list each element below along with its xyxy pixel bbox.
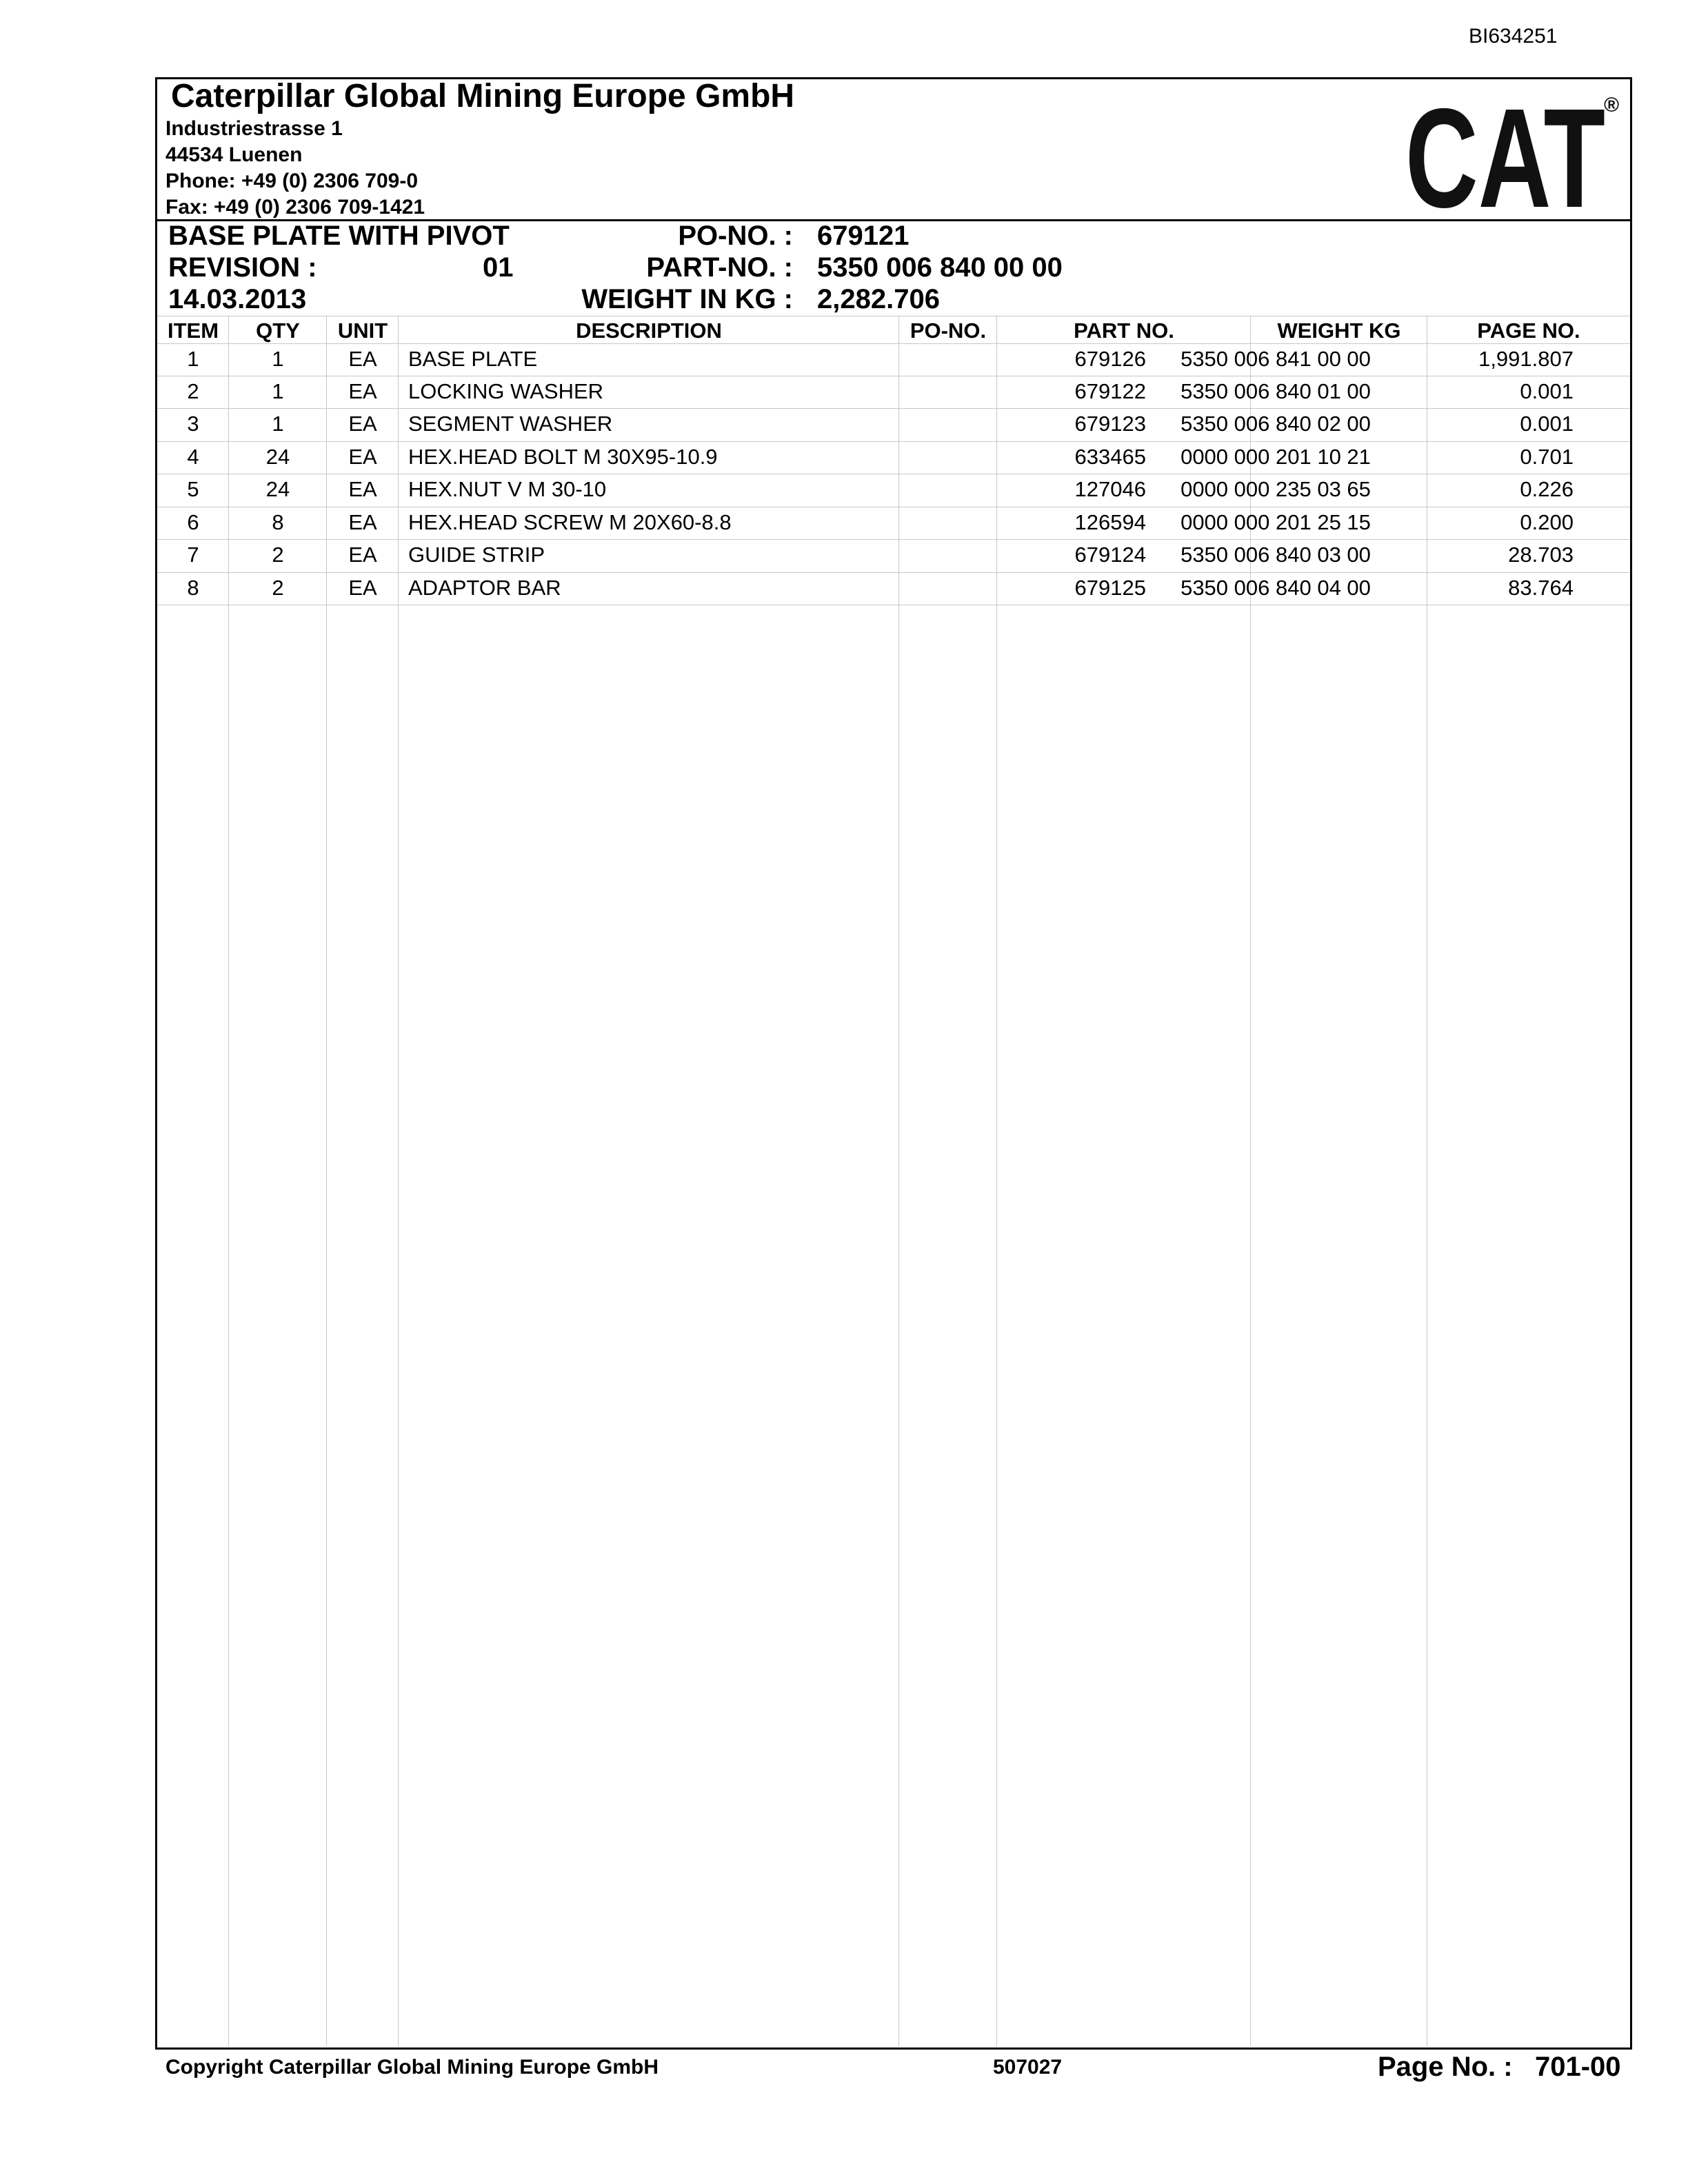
cat-logo-text: CAT	[1405, 88, 1605, 212]
cell-unit: EA	[348, 379, 377, 403]
cell-po: 679123	[1074, 412, 1146, 436]
cell-qty: 2	[272, 543, 284, 567]
col-header-weight: WEIGHT KG	[1277, 318, 1401, 343]
cell-weight: 0.001	[1520, 379, 1574, 403]
table-row	[157, 376, 1630, 409]
cell-item: 4	[187, 445, 199, 469]
cat-logo	[1400, 88, 1620, 212]
cell-description: SEGMENT WASHER	[408, 412, 613, 436]
cell-po: 679125	[1074, 576, 1146, 600]
cell-item: 6	[187, 510, 199, 534]
company-name: Caterpillar Global Mining Europe GmbH	[171, 78, 795, 114]
cell-weight: 0.001	[1520, 412, 1574, 436]
col-header-part: PART NO.	[1074, 318, 1174, 343]
cell-unit: EA	[348, 445, 377, 469]
col-header-page: PAGE NO.	[1477, 318, 1580, 343]
document-date: 14.03.2013	[168, 284, 307, 314]
revision-label: REVISION :	[168, 252, 317, 283]
cell-weight: 83.764	[1508, 576, 1574, 600]
cell-part: 5350 006 840 03 00	[1180, 543, 1371, 567]
weight-value: 2,282.706	[817, 284, 940, 314]
col-header-unit: UNIT	[337, 318, 388, 343]
cell-weight: 28.703	[1508, 543, 1574, 567]
cell-unit: EA	[348, 543, 377, 567]
cell-part: 5350 006 840 04 00	[1180, 576, 1371, 600]
cell-description: GUIDE STRIP	[408, 543, 545, 567]
company-city: 44534 Luenen	[165, 143, 303, 166]
registered-mark: ®	[1604, 94, 1620, 117]
cell-po: 127046	[1074, 477, 1146, 501]
col-header-description: DESCRIPTION	[576, 318, 722, 343]
cell-description: HEX.NUT V M 30-10	[408, 477, 607, 501]
weight-label: WEIGHT IN KG :	[581, 284, 793, 314]
cell-description: HEX.HEAD BOLT M 30X95-10.9	[408, 445, 718, 469]
col-header-qty: QTY	[256, 318, 300, 343]
cell-part: 5350 006 840 02 00	[1180, 412, 1371, 436]
part-label: PART-NO. :	[646, 252, 793, 283]
cell-qty: 24	[265, 445, 290, 469]
cell-item: 1	[187, 347, 199, 371]
cell-po: 679122	[1074, 379, 1146, 403]
cell-po: 679124	[1074, 543, 1146, 567]
table-row	[157, 409, 1630, 441]
cell-weight: 1,991.807	[1478, 347, 1574, 371]
cell-item: 7	[187, 543, 199, 567]
cell-qty: 1	[272, 379, 284, 403]
cell-qty: 1	[272, 412, 284, 436]
cell-weight: 0.701	[1520, 445, 1574, 469]
company-fax: Fax: +49 (0) 2306 709-1421	[165, 196, 425, 219]
col-header-item: ITEM	[167, 318, 219, 343]
cell-item: 8	[187, 576, 199, 600]
cell-item: 3	[187, 412, 199, 436]
cell-qty: 8	[272, 510, 284, 534]
cell-weight: 0.200	[1520, 510, 1574, 534]
cell-unit: EA	[348, 510, 377, 534]
po-label: PO-NO. :	[678, 221, 793, 251]
page-number-value: 701-00	[1535, 2052, 1621, 2082]
table-row	[157, 507, 1630, 540]
cell-part: 0000 000 235 03 65	[1180, 477, 1371, 501]
table-row	[157, 344, 1630, 376]
cell-po: 679126	[1074, 347, 1146, 371]
cell-po: 633465	[1074, 445, 1146, 469]
po-value: 679121	[817, 221, 910, 251]
cell-part: 0000 000 201 25 15	[1180, 510, 1371, 534]
table-row	[157, 442, 1630, 474]
cell-description: LOCKING WASHER	[408, 379, 604, 403]
cell-part: 5350 006 840 01 00	[1180, 379, 1371, 403]
revision-value: 01	[483, 252, 514, 283]
cell-description: BASE PLATE	[408, 347, 538, 371]
cell-description: HEX.HEAD SCREW M 20X60-8.8	[408, 510, 732, 534]
document-id: BI634251	[1469, 25, 1558, 48]
footer-code: 507027	[993, 2056, 1063, 2079]
page-number-label: Page No. :	[1378, 2052, 1513, 2082]
assembly-title: BASE PLATE WITH PIVOT	[168, 221, 510, 251]
table-row	[157, 474, 1630, 507]
part-value: 5350 006 840 00 00	[817, 252, 1063, 283]
cell-qty: 2	[272, 576, 284, 600]
table-row	[157, 573, 1630, 605]
cell-po: 126594	[1074, 510, 1146, 534]
company-street: Industriestrasse 1	[165, 117, 343, 140]
cell-unit: EA	[348, 347, 377, 371]
cell-item: 5	[187, 477, 199, 501]
cell-part: 0000 000 201 10 21	[1180, 445, 1371, 469]
cell-qty: 1	[272, 347, 284, 371]
cell-unit: EA	[348, 576, 377, 600]
col-header-po: PO-NO.	[910, 318, 987, 343]
table-row	[157, 540, 1630, 572]
cell-description: ADAPTOR BAR	[408, 576, 561, 600]
cell-weight: 0.226	[1520, 477, 1574, 501]
cell-qty: 24	[265, 477, 290, 501]
cell-unit: EA	[348, 412, 377, 436]
copyright-notice: Copyright Caterpillar Global Mining Europe GmbH	[165, 2056, 659, 2079]
cell-part: 5350 006 841 00 00	[1180, 347, 1371, 371]
cell-unit: EA	[348, 477, 377, 501]
company-phone: Phone: +49 (0) 2306 709-0	[165, 170, 419, 192]
cell-item: 2	[187, 379, 199, 403]
